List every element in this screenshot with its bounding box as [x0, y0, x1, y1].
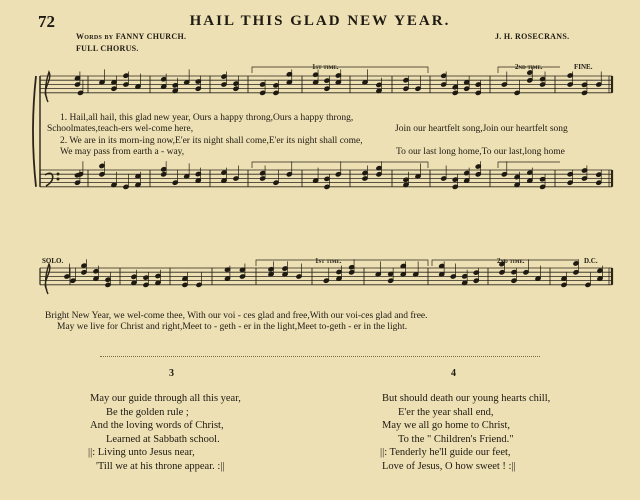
dc-label: D.C.: [584, 257, 598, 265]
bass-clef-dot: [57, 178, 59, 180]
bass-clef: [45, 173, 53, 186]
verse-line: May we all go home to Christ,: [382, 420, 511, 432]
ending-bracket: [498, 162, 560, 168]
verse-line: Be the golden rule ;: [106, 406, 189, 418]
bass-clef-dot: [57, 173, 59, 175]
verse-4: [382, 392, 550, 474]
hymn-title: HAIL THIS GLAD NEW YEAR.: [189, 13, 451, 29]
ending-bracket: [252, 162, 428, 168]
verse-line: May our guide through all this year,: [90, 393, 241, 404]
lyric-verse2-line3: To our last long home,To our last,long home: [396, 147, 565, 157]
solo-lyric-line1: Bright New Year, we wel-come thee, With our voi - ces glad and free,With our voi-ces glad and free.: [45, 311, 428, 321]
verse-line: But should death our young hearts chill,: [382, 393, 551, 404]
section-label-full-chorus: FULL CHORUS.: [76, 44, 139, 53]
verse-line: ||: Tenderly he'll guide our feet,: [380, 447, 511, 459]
solo-lyric-line2: May we live for Christ and right,Meet to - geth - er in the light,Meet to-geth - er in the light.: [57, 322, 408, 332]
solo-label: SOLO.: [42, 257, 64, 265]
first-ending-label-2: 1st time.: [315, 257, 342, 265]
system-brace: [33, 76, 36, 187]
verse-3: [90, 392, 241, 474]
verse-line: To the " Children's Friend.": [398, 433, 514, 445]
lyric-verse1-line1: 1. Hail,all hail, this glad new year, Ours a happy throng,Ours a happy throng,: [60, 113, 354, 123]
ending-bracket: [252, 67, 428, 73]
fine-label: FINE.: [574, 63, 593, 71]
lyric-verse2-line1: 2. We are in its morn-ing now,E'er its night shall come,E'er its night shall come,: [60, 136, 363, 146]
treble-clef: [45, 72, 50, 102]
verse-number-3: 3: [169, 368, 174, 379]
verse-line: Love of Jesus, O how sweet ! :||: [382, 460, 516, 472]
second-ending-label-2: 2nd time.: [497, 257, 525, 265]
verse-line: 'Till we at his throne appear. :||: [96, 460, 225, 472]
first-ending-label: 1st time.: [312, 63, 339, 71]
page-number: 72: [38, 12, 55, 31]
divider: [100, 356, 540, 357]
verse-line: Learned at Sabbath school.: [106, 433, 220, 445]
composer-credit: J. H. ROSECRANS.: [495, 32, 570, 41]
verse-line: And the loving words of Christ,: [90, 420, 224, 432]
verse-line: ||: Living unto Jesus near,: [88, 447, 195, 459]
treble-clef: [45, 264, 50, 294]
lyricist-credit: Words by FANNY CHURCH.: [76, 32, 187, 41]
lyric-verse1-line2: Schoolmates,teach-ers wel-come here,: [47, 124, 194, 134]
lyric-verse2-line2: We may pass from earth a - way,: [60, 147, 185, 157]
second-ending-label: 2nd time.: [515, 63, 543, 71]
verse-number-4: 4: [451, 368, 456, 379]
lyric-verse1-line3: Join our heartfelt song,Join our heartfelt song: [395, 124, 568, 134]
verse-line: E'er the year shall end,: [398, 406, 494, 418]
